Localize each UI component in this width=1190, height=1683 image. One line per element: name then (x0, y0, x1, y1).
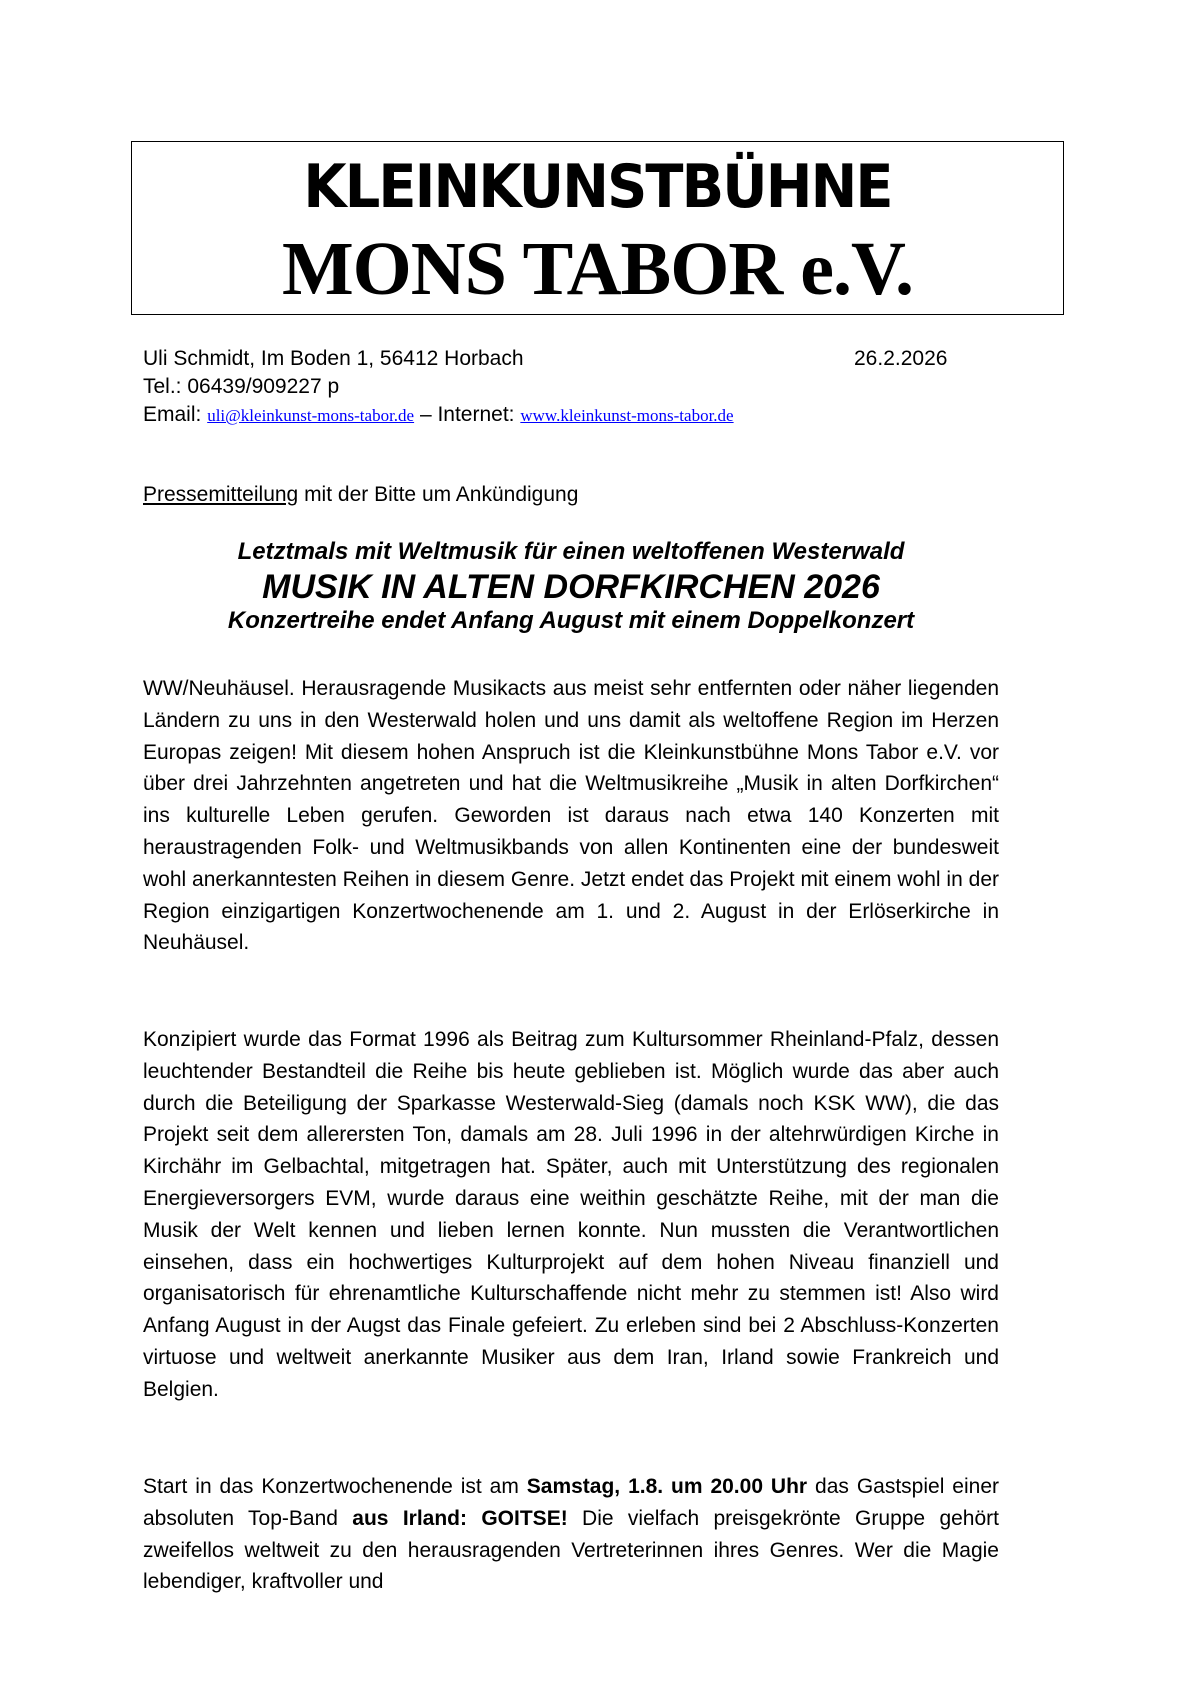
sender-address: Uli Schmidt, Im Boden 1, 56412 Horbach (143, 347, 524, 370)
email-label: Email: (143, 403, 202, 426)
letterhead-title-line2: MONS TABOR e.V. (281, 227, 914, 311)
press-release-line (143, 483, 578, 507)
subheadline: Konzertreihe endet Anfang August mit einem Doppelkonzert (227, 607, 915, 634)
contact-block (143, 345, 734, 430)
email-line (143, 401, 734, 430)
press-release-request: mit der Bitte um Ankündigung (298, 483, 579, 506)
paragraph-text: WW/Neuhäusel. Herausragende Musikacts aus meist sehr entfernten oder näher liegenden Ländern zu uns in den Westerwald holen und uns damit als weltoffene Region im Herzen Europas zeigen! Mit diesem hohen Anspruch ist die Kleinkunstbühne Mons Tabor e.V. vor über drei Jahrzehnten angetreten und hat die Weltmusikreihe „Musik in alten Dorfkirchen“ ins kulturelle Leben gerufen. Geworden ist daraus nach etwa 140 Konzerten mit heraustragenden Folk- und Weltmusikbands von allen Kontinenten eine der bundesweit wohl anerkanntesten Reihen in diesem Genre. Jetzt endet das Projekt mit einem wohl in der Region einzigartigen Konzertwochenende am 1. und 2. August in der Erlöserkirche in Neuhäusel. (143, 677, 999, 955)
paragraph-text (143, 1471, 999, 1598)
body-paragraph-1 (143, 673, 999, 959)
letterhead-box (131, 141, 1064, 315)
event-date-time: Samstag, 1.8. um 20.00 Uhr (526, 1475, 808, 1498)
press-release-label: Pressemitteilung (143, 483, 299, 506)
headline-block (143, 536, 999, 636)
letterhead-title-line1: KLEINKUNSTBÜHNE (303, 152, 892, 222)
document-date: 26.2.2026 (854, 347, 948, 370)
text-run: Start in das Konzertwochenende ist am (143, 1475, 527, 1498)
body-paragraph-3 (143, 1471, 999, 1598)
body-paragraph-2 (143, 1024, 999, 1406)
email-link[interactable]: uli@kleinkunst-mons-tabor.de (207, 406, 415, 425)
overline: Letztmals mit Weltmusik für einen weltoffenen Westerwald (237, 538, 905, 565)
band-name: aus Irland: GOITSE! (352, 1506, 568, 1530)
website-link[interactable]: www.kleinkunst-mons-tabor.de (520, 406, 734, 425)
phone-number: Tel.: 06439/909227 p (143, 375, 340, 398)
internet-label: – Internet: (419, 403, 515, 426)
paragraph-text: Konzipiert wurde das Format 1996 als Beitrag zum Kultursommer Rheinland-Pfalz, dessen leuchtender Bestandteil die Reihe bis heute geblieben ist. Möglich wurde das aber auch durch die Beteiligung der Sparkasse Westerwald-Sieg (damals noch KSK WW), die das Projekt seit dem allerersten Ton, damals am 28. Juli 1996 in der altehrwürdigen Kirche in Kirchähr im Gelbachtal, mitgetragen hat. Später, auch mit Unterstützung des regionalen Energieversorgers EVM, wurde daraus eine weithin geschätzte Reihe, mit der man die Musik der Welt kennen und lieben lernen konnte. Nun mussten die Verantwortlichen einsehen, dass ein hochwertiges Kulturprojekt auf dem hohen Niveau finanziell und organisatorisch für ehrenamtliche Kulturschaffende nicht mehr zu stemmen ist! Also wird Anfang August in der Augst das Finale gefeiert. Zu erleben sind bei 2 Abschluss-Konzerten virtuose und weltweit anerkannte Musiker aus dem Iran, Irland sowie Frankreich und Belgien. (143, 1028, 999, 1401)
main-headline: MUSIK IN ALTEN DORFKIRCHEN 2026 (262, 568, 880, 606)
text-run: das Gastspiel einer absoluten Top-Band (143, 1475, 999, 1530)
text-run: Die vielfach preisgekrönte Gruppe gehört zweifellos weltweit zu den herausragenden Vertreterinnen ihres Genres. Wer die Magie lebendiger, kraftvoller und (143, 1506, 999, 1594)
